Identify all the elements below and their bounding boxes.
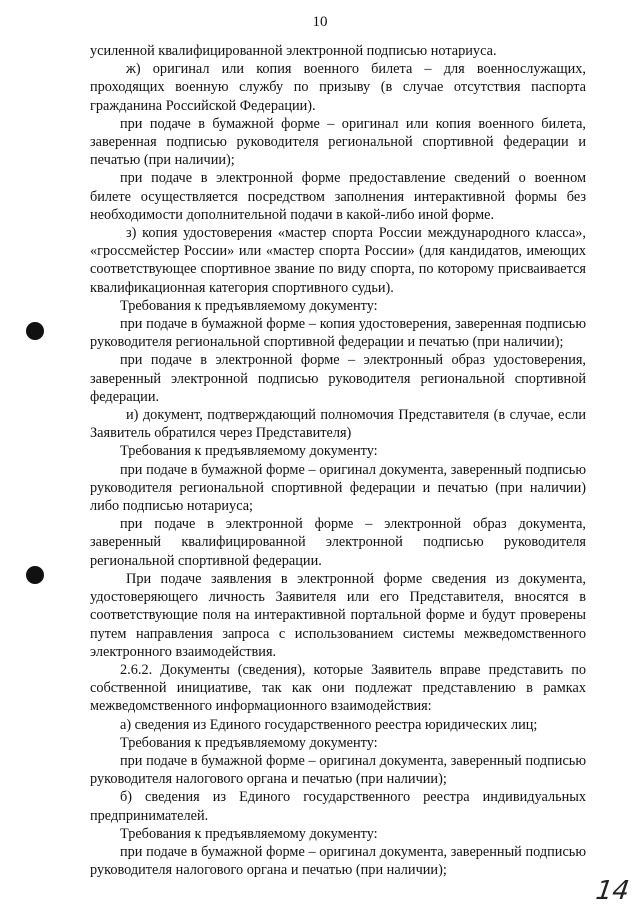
paragraph: и) документ, подтверждающий полномочия Представителя (в случае, если Заявитель обратился через Представителя)	[90, 407, 586, 442]
paragraph: При подаче заявления в электронной форме сведения из документа, удостоверяющего личность Заявителя или его Представителя, вносятся в соответствующие поля на интерактивной портальной форме и будут проверены путем направления запроса с использованием системы межведомственного электронного взаимодействия.	[90, 570, 586, 660]
paragraph: при подаче в электронной форме – электронной образ документа, заверенный квалифицированной электронной подписью руководителя региональной спортивной федерации.	[90, 516, 586, 569]
paragraph: Требования к предъявляемому документу:	[120, 825, 378, 842]
paragraph: при подаче в бумажной форме – оригинал документа, заверенный подписью руководителя налогового органа и печатью (при наличии);	[90, 843, 586, 879]
paragraph: при подаче в электронной форме – электронный образ удостоверения, заверенный электронной подписью руководителя региональной спортивной федерации.	[90, 352, 586, 405]
binder-hole-icon	[26, 566, 44, 584]
paragraph: б) сведения из Единого государственного реестра индивидуальных предпринимателей.	[90, 789, 586, 824]
paragraph: при подаче в бумажной форме – оригинал документа, заверенный подписью руководителя региональной спортивной федерации и печатью (при наличии) либо подписью нотариуса;	[90, 461, 586, 515]
paragraph: при подаче в бумажной форме – оригинал или копия военного билета, заверенная подписью руководителя региональной спортивной федерации и печатью (при наличии);	[90, 115, 586, 169]
binder-hole-icon	[26, 322, 44, 340]
paragraph: при подаче в бумажной форме – оригинал документа, заверенный подписью руководителя налогового органа и печатью (при наличии);	[90, 752, 586, 788]
paragraph: а) сведения из Единого государственного реестра юридических лиц;	[120, 716, 538, 733]
paragraph: Требования к предъявляемому документу:	[120, 297, 378, 314]
paragraph: Требования к предъявляемому документу:	[120, 443, 378, 460]
page-number: 10	[312, 14, 328, 30]
paragraph: при подаче в бумажной форме – копия удостоверения, заверенная подписью руководителя региональной спортивной федерации и печатью (при наличии);	[90, 316, 586, 351]
paragraph: при подаче в электронной форме предоставление сведений о военном билете осуществляется посредством заполнения интерактивной формы без необходимости дополнительной подачи в какой-либо иной форме.	[90, 170, 586, 223]
document-body	[90, 42, 586, 879]
handwritten-page-number: 14	[593, 876, 632, 906]
paragraph: з) копия удостоверения «мастер спорта России международного класса», «гроссмейстер России» или «мастер спорта России» (для кандидатов, имеющих соответствующее спортивное звание по виду спорта, по которому присваивается квалификационная категория спортивного судьи).	[90, 225, 586, 296]
paragraph: ж) оригинал или копия военного билета – для военнослужащих, проходящих военную службу по призыву (в случае отсутствия паспорта гражданина Российской Федерации).	[90, 61, 586, 114]
paragraph: 2.6.2. Документы (сведения), которые Заявитель вправе представить по собственной инициативе, так как они подлежат представлению в рамках межведомственного информационного взаимодействия:	[90, 661, 586, 715]
paragraph: Требования к предъявляемому документу:	[120, 734, 378, 751]
paragraph: усиленной квалифицированной электронной подписью нотариуса.	[90, 43, 497, 59]
